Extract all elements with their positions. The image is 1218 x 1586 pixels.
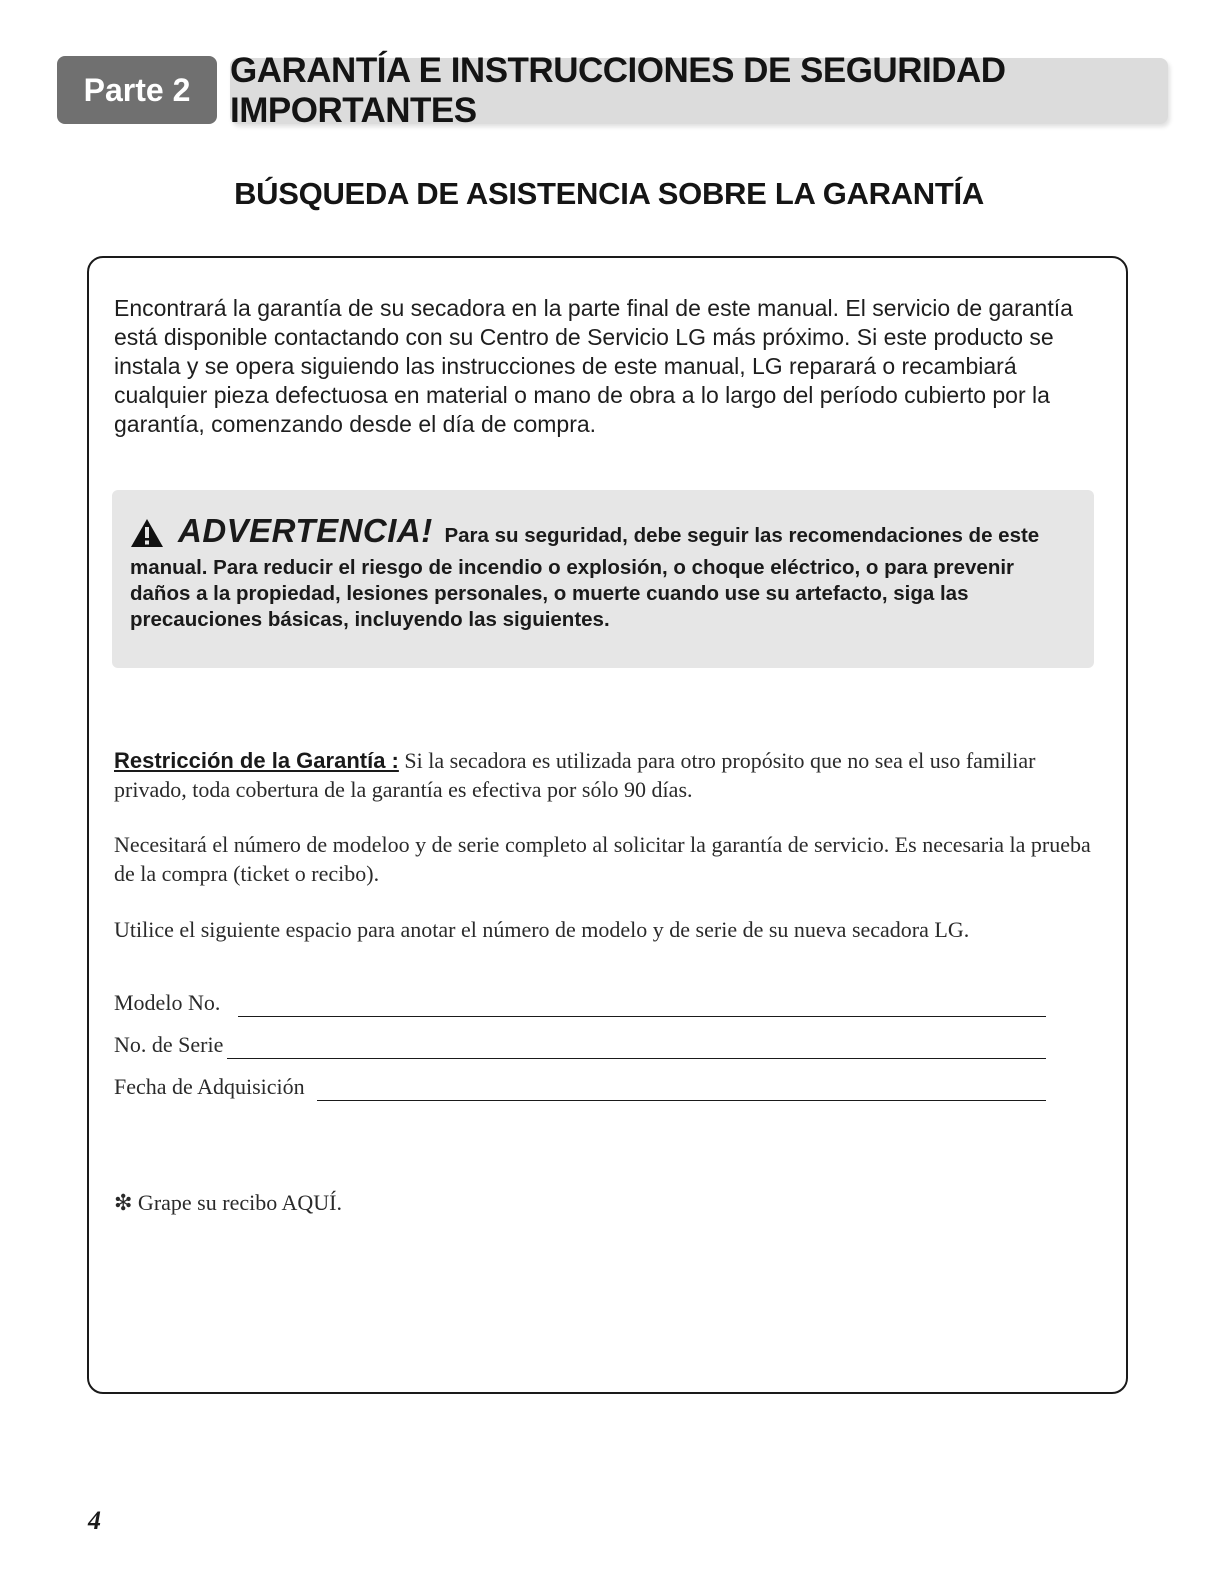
part-label: Parte 2 [57, 56, 217, 124]
staple-receipt-note: ❇ Grape su recibo AQUÍ. [114, 1190, 342, 1215]
page-number: 4 [88, 1506, 101, 1535]
purchase-date-field[interactable] [114, 1072, 1046, 1101]
restriction-paragraph [114, 746, 1104, 804]
section-title: BÚSQUEDA DE ASISTENCIA SOBRE LA GARANTÍA [234, 176, 984, 211]
model-number-field[interactable] [114, 988, 1046, 1017]
page-title: GARANTÍA E INSTRUCCIONES DE SEGURIDAD IMPORTANTES [230, 51, 1006, 130]
warranty-box [87, 256, 1128, 1394]
purchase-date-label: Fecha de Adquisición [114, 1074, 305, 1099]
warning-text: Para su seguridad, debe seguir las recomendaciones de este manual. Para reducir el riesgo de incendio o explosión, o choque eléctrico, o para prevenir daños a la propiedad, lesiones personales, o muerte cuando use su artefacto, siga las precauciones básicas, incluyendo las siguientes. [130, 524, 1040, 631]
serial-number-field[interactable] [114, 1030, 1046, 1059]
warning-box [112, 490, 1094, 668]
purchase-date-line[interactable] [317, 1078, 1046, 1101]
serial-number-label: No. de Serie [114, 1032, 224, 1057]
use-space-paragraph: Utilice el siguiente espacio para anotar el número de modelo y de serie de su nueva secadora LG. [114, 917, 970, 942]
warning-triangle-icon [130, 518, 164, 555]
header-bar [230, 51, 1168, 130]
model-number-line[interactable] [238, 994, 1046, 1017]
restriction-text: Si la secadora es utilizada para otro propósito que no sea el uso familiar privado, toda cobertura de la garantía es efectiva por sólo 90 días. [114, 748, 1036, 802]
intro-paragraph: Encontrará la garantía de su secadora en la parte final de este manual. El servicio de garantía está disponible contactando con su Centro de Servicio LG más próximo. Si este producto se instala y se opera siguiendo las instrucciones de este manual, LG reparará o recambiará cualquier pieza defectuosa en material o mano de obra a lo largo del período cubierto por la garantía, comenzando desde el día de compra. [114, 295, 1073, 437]
warning-heading: ADVERTENCIA! [178, 512, 433, 549]
model-number-label: Modelo No. [114, 990, 221, 1015]
need-info-paragraph: Necesitará el número de modeloo y de serie completo al solicitar la garantía de servicio. Es necesaria la prueba de la compra (ticket o recibo). [114, 832, 1091, 886]
restriction-label: Restricción de la Garantía : [114, 748, 399, 773]
serial-number-line[interactable] [227, 1036, 1046, 1059]
